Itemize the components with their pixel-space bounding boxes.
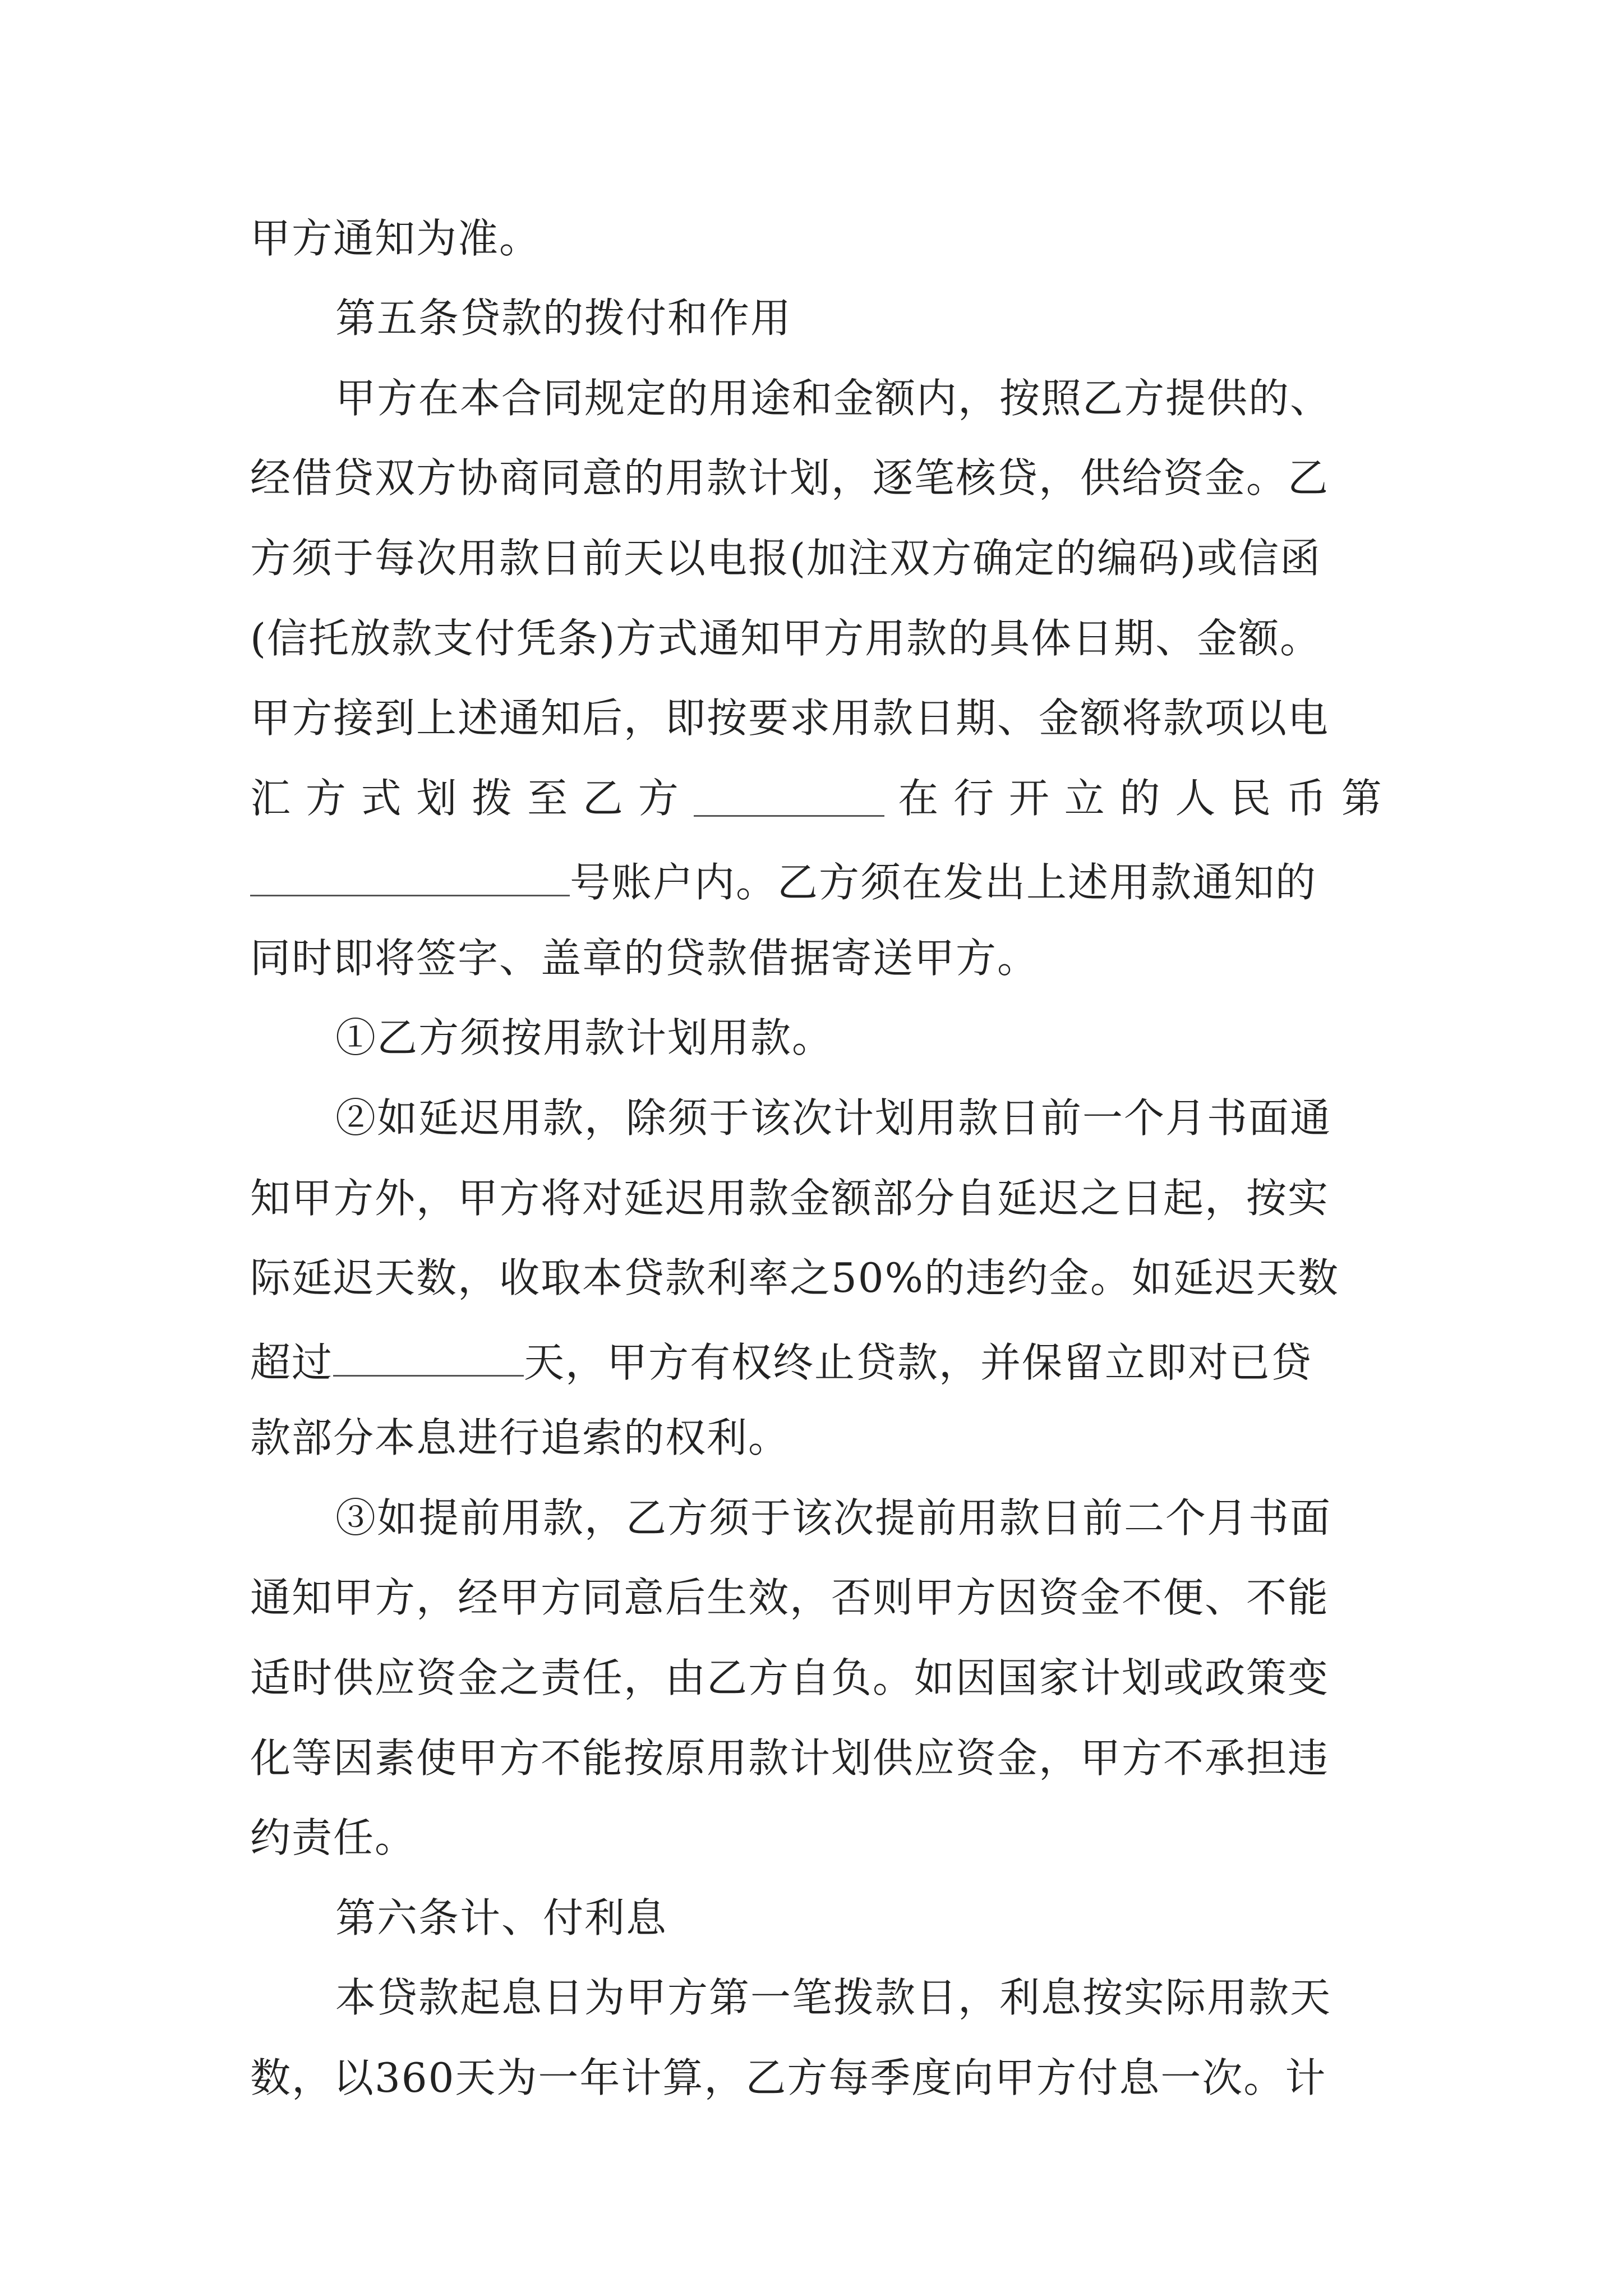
char: 行 (953, 775, 995, 822)
paragraph-line: 方须于每次用款日前天以电报(加注双方确定的编码)或信函 (250, 535, 1322, 582)
char: 第 (1341, 775, 1383, 822)
char: 汇 (250, 775, 292, 822)
char: 乙 (582, 775, 624, 822)
char: 人 (1175, 775, 1217, 822)
paragraph-line: 甲方在本合同规定的用途和金额内，按照乙方提供的、 (335, 375, 1332, 422)
line-text: 超过 (250, 1339, 334, 1386)
paragraph-line: 化等因素使甲方不能按原用款计划供应资金，甲方不承担违 (250, 1734, 1330, 1782)
paragraph-line: 本贷款起息日为甲方第一笔拨款日，利息按实际用款天 (335, 1974, 1332, 2021)
section-heading-6: 第六条计、付利息 (335, 1894, 668, 1941)
char: 方 (305, 775, 347, 822)
paragraph-line: 适时供应资金之责任，由乙方自负。如因国家计划或政策变 (250, 1654, 1330, 1701)
paragraph-line: (信托放款支付凭条)方式通知甲方用款的具体日期、金额。 (250, 615, 1322, 662)
char: 的 (1119, 775, 1161, 822)
char: 币 (1285, 775, 1327, 822)
account-number-blank[interactable] (250, 850, 570, 896)
line-text: 天，甲方有权终止贷款，并保留立即对已贷 (524, 1339, 1313, 1386)
paragraph-line: 经借贷双方协商同意的用款计划，逐笔核贷，供给资金。乙 (250, 454, 1330, 501)
paragraph-line (250, 1330, 1312, 1391)
char: 至 (527, 775, 569, 822)
char: 拨 (472, 775, 514, 822)
char: 民 (1230, 775, 1272, 822)
spaced-line (250, 770, 1383, 826)
paragraph-line: 约责任。 (250, 1814, 417, 1861)
bank-name-blank[interactable] (694, 770, 884, 817)
char: 在 (898, 775, 940, 822)
char: 开 (1008, 775, 1050, 822)
paragraph-line: 同时即将签字、盖章的贷款借据寄送甲方。 (250, 935, 1039, 982)
line-text: 号账户内。乙方须在发出上述用款通知的 (570, 859, 1317, 906)
paragraph-line: 通知甲方，经甲方同意后生效，否则甲方因资金不便、不能 (250, 1574, 1330, 1621)
overdue-days-blank[interactable] (333, 1330, 524, 1377)
paragraph-line (250, 850, 1317, 910)
clause-3: ③如提前用款，乙方须于该次提前用款日前二个月书面 (335, 1494, 1332, 1542)
paragraph-line: 甲方接到上述通知后，即按要求用款日期、金额将款项以电 (250, 694, 1330, 742)
clause-2: ②如延迟用款，除须于该次计划用款日前一个月书面通 (335, 1094, 1332, 1142)
paragraph-line: 知甲方外，甲方将对延迟用款金额部分自延迟之日起，按实 (250, 1175, 1330, 1222)
paragraph-line: 际延迟天数，收取本贷款利率之50%的违约金。如延迟天数 (250, 1254, 1340, 1301)
paragraph-line: 款部分本息进行追索的权利。 (250, 1414, 790, 1461)
paragraph-line: 数，以360天为一年计算，乙方每季度向甲方付息一次。计 (250, 2054, 1327, 2101)
clause-1: ①乙方须按用款计划用款。 (335, 1014, 834, 1061)
section-heading-5: 第五条贷款的拨付和作用 (335, 295, 792, 342)
char: 划 (416, 775, 458, 822)
char: 式 (361, 775, 403, 822)
char: 方 (638, 775, 680, 822)
paragraph-line: 甲方通知为准。 (250, 215, 541, 262)
char: 立 (1064, 775, 1106, 822)
